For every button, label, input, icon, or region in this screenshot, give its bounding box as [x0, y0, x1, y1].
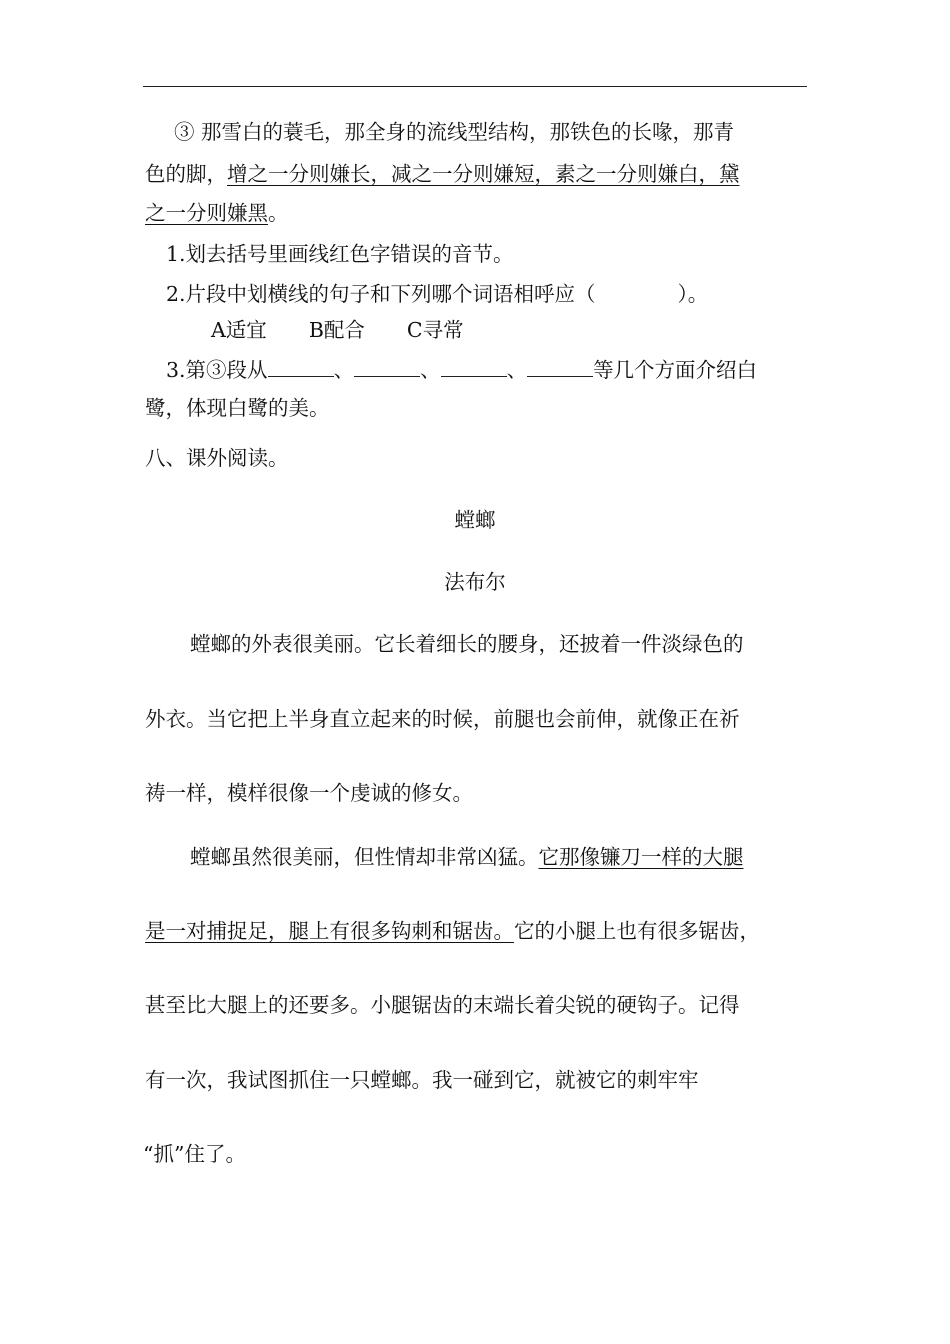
question-2-options — [211, 316, 464, 344]
passage-text: 色的脚， — [145, 162, 227, 186]
article-author: 法布尔 — [444, 570, 506, 594]
option-c: C寻常 — [406, 318, 464, 342]
paragraph-2-line-4: 有一次，我试图抓住一只螳螂。我一碰到它，就被它的刺牢牢 — [145, 1068, 699, 1092]
separator: 、 — [420, 358, 441, 382]
separator: 、 — [333, 358, 355, 382]
question-3-start: 3.第③段从 — [166, 358, 268, 382]
answer-blank[interactable] — [268, 358, 334, 377]
question-1: 1.划去括号里画线红色字错误的音节。 — [166, 242, 514, 266]
article-title: 螳螂 — [454, 508, 496, 532]
paragraph-2-line-2 — [145, 917, 760, 945]
underlined-sentence-end: 是一对捕捉足，腿上有很多钩刺和锯齿。 — [145, 919, 514, 943]
question-3 — [166, 356, 757, 384]
separator: 、 — [506, 358, 528, 382]
option-b: B配合 — [308, 318, 365, 342]
paragraph-1-line-3: 祷一样，模样很像一个虔诚的修女。 — [145, 781, 473, 805]
section-heading: 八、课外阅读。 — [145, 446, 289, 470]
paragraph-2-line-1 — [190, 843, 744, 871]
question-2: 2.片段中划横线的句子和下列哪个词语相呼应（ ）。 — [166, 282, 709, 306]
option-a: A适宜 — [211, 318, 267, 342]
passage-line-3 — [145, 199, 289, 227]
underlined-sentence: 增之一分则嫌长，减之一分则嫌短，素之一分则嫌白，黛 — [227, 162, 740, 186]
paragraph-1-line-2: 外衣。当它把上半身直立起来的时候，前腿也会前伸，就像正在祈 — [145, 707, 740, 731]
passage-line-2 — [145, 160, 740, 188]
passage-line-1: ③ 那雪白的蓑毛，那全身的流线型结构，那铁色的长喙，那青 — [174, 120, 735, 144]
paragraph-1-line-1: 螳螂的外表很美丽。它长着细长的腰身，还披着一件淡绿色的 — [190, 632, 744, 656]
paragraph-2-line-3: 甚至比大腿上的还要多。小腿锯齿的末端长着尖锐的硬钩子。记得 — [145, 993, 740, 1017]
answer-blank[interactable] — [354, 358, 420, 377]
header-rule — [143, 86, 807, 87]
underlined-sentence-end: 之一分则嫌黑 — [145, 201, 268, 225]
question-3-end: 等几个方面介绍白 — [593, 358, 758, 382]
answer-blank[interactable] — [441, 358, 507, 377]
underlined-sentence: 它那像镰刀一样的大腿 — [538, 845, 744, 869]
paragraph-2-line-5: “抓”住了。 — [143, 1142, 246, 1166]
question-3-line-2: 鹭，体现白鹭的美。 — [145, 396, 330, 420]
answer-blank[interactable] — [527, 358, 593, 377]
paragraph-text: 螳螂虽然很美丽，但性情却非常凶猛。 — [190, 845, 539, 869]
passage-text: 。 — [268, 201, 289, 225]
paragraph-text: 它的小腿上也有很多锯齿， — [514, 919, 760, 943]
